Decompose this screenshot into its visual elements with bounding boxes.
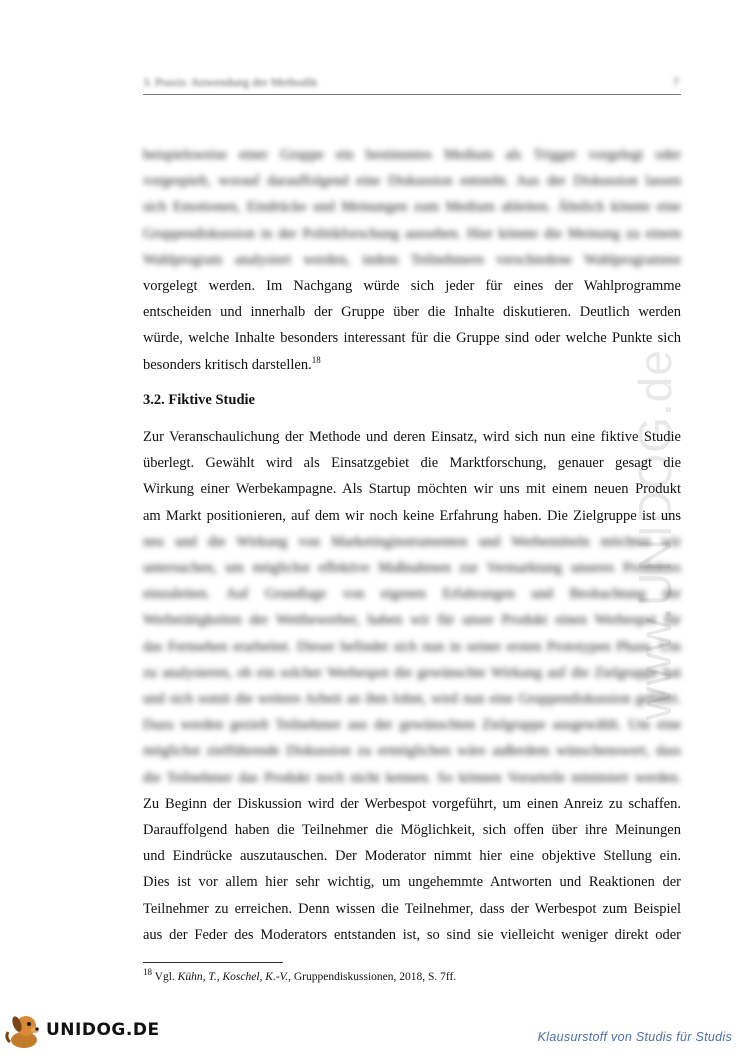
text-line: zu analysieren, ob ein solcher Werbespot die gewünschte Wirkung auf die Zielgruppe hat [143,664,681,681]
section-heading: 3.2. Fiktive Studie [143,392,255,408]
text-line: Dazu werden gezielt Teilnehmer aus der gewünschten Zielgruppe ausgewählt. Um eine [143,717,681,734]
footnote-prefix: Vgl. [152,971,178,983]
footnote-rest: , Gruppendiskussionen, 2018, S. 7ff. [288,971,457,983]
text-line: das Fernsehen erarbeitet. Dieser befindet sich nun in seiner ersten Prototypen Phase. Um [143,638,681,655]
text-line: aus der Feder des Moderators entstanden ist, so sind sie vielleicht weniger direkt oder [143,926,681,943]
text-line: vorgespielt, worauf darauffolgend eine Diskussion entsteht. Aus der Diskussion lassen [143,173,681,190]
text-line: Wirkung einer Werbekampagne. Als Startup möchten wir uns mit einem neuen Produkt [143,481,681,498]
text-line: Wahlprogram analysiert werden, indem Teilnehmern verschiedene Wahlprogramme [143,251,681,268]
footnote [143,967,457,983]
text-line: die Teilnehmer das Produkt noch nicht kennen. So können Vorurteile minimiert werden. [143,769,681,786]
watermark-text: www.UNIDOG.de [629,349,681,720]
text-line: untersuchen, um möglichst effektive Maßnahmen zur Vermarktung unseres Produktes [143,560,681,577]
header-section-title: 3. Praxis: Anwendung der Methodik [143,75,318,89]
footnote-number: 18 [143,967,152,978]
text-line [143,352,681,378]
text-line: Darauffolgend haben die Teilnehmer die Möglichkeit, sich offen über ihre Meinungen [143,822,681,839]
text-line: möglichst zielführende Diskussion zu ermöglichen wäre außerdem wünschenswert, dass [143,743,681,760]
text-line: und Eindrücke auszutauschen. Der Moderator nimmt hier eine objektive Stellung ein. [143,848,681,865]
text-line: Zu Beginn der Diskussion wird der Werbespot vorgeführt, um einen Anreiz zu schaffen. [143,795,681,812]
text-line: sich Emotionen, Eindrücke und Meinungen zum Medium ableiten. Ähnlich könnte eine [143,199,681,216]
dog-mascot-icon [4,1008,48,1052]
footnote-authors: Kühn, T., Koschel, K.-V. [177,971,289,983]
text-line: Werbetätigkeiten der Wettbewerber, haben wir für unser Produkt einen Werbespot für [143,612,681,629]
text-line: überlegt. Gewählt wird als Einsatzgebiet die Marktforschung, genauer gesagt die [143,455,681,472]
text-line: beispielsweise einer Gruppe ein bestimmtes Medium als Trigger vorgelegt oder [143,147,681,163]
text-line: Zur Veranschaulichung der Methode und deren Einsatz, wird sich nun eine fiktive Studie [143,429,681,445]
paragraph-1 [143,142,681,378]
text-line: Teilnehmer zu erreichen. Denn wissen die Teilnehmer, dass der Werbespot zum Beispiel [143,900,681,917]
text-line: würde, welche Inhalte besonders interessant für die Gruppe sind oder welche Punkte sich [143,330,681,347]
blurred-text-block [143,142,681,273]
text-line: Gruppendiskussion in der Politikforschung aussehen. Hier könnte die Meinung zu einem [143,225,681,242]
text-line: und sich somit die weitere Arbeit an ihm lohnt, wird nun eine Gruppendiskussion geführt. [143,691,681,708]
blurred-text-block [143,529,681,791]
text-line: neu und die Wirkung von Marketinginstrumenten und Werbemitteln möchten wir [143,533,681,550]
footnote-reference: 18 [311,354,321,365]
text-line: entscheiden und innerhalb der Gruppe über die Inhalte diskutieren. Deutlich werden [143,304,681,321]
text-line: einzuleiten. Auf Grundlage von eigenen Erfahrungen und Beobachtung der [143,586,681,603]
footer-slogan: Klausurstoff von Studis für Studis [537,1030,732,1044]
text-line: am Markt positionieren, auf dem wir noch keine Erfahrung haben. Die Zielgruppe ist uns [143,507,681,524]
paragraph-2 [143,424,681,948]
text-line: Dies ist vor allem hier sehr wichtig, um ungehemmte Antworten und Reaktionen der [143,874,681,891]
text-line: vorgelegt werden. Im Nachgang würde sich jeder für eines der Wahlprogramme [143,278,681,295]
header-page-number: 7 [673,75,679,89]
footnote-divider [143,962,283,963]
logo-text: UNIDOG.DE [46,1020,160,1040]
unidog-logo[interactable] [4,1008,160,1052]
last-line-text: besonders kritisch darstellen. [143,356,312,373]
running-header [143,72,681,95]
